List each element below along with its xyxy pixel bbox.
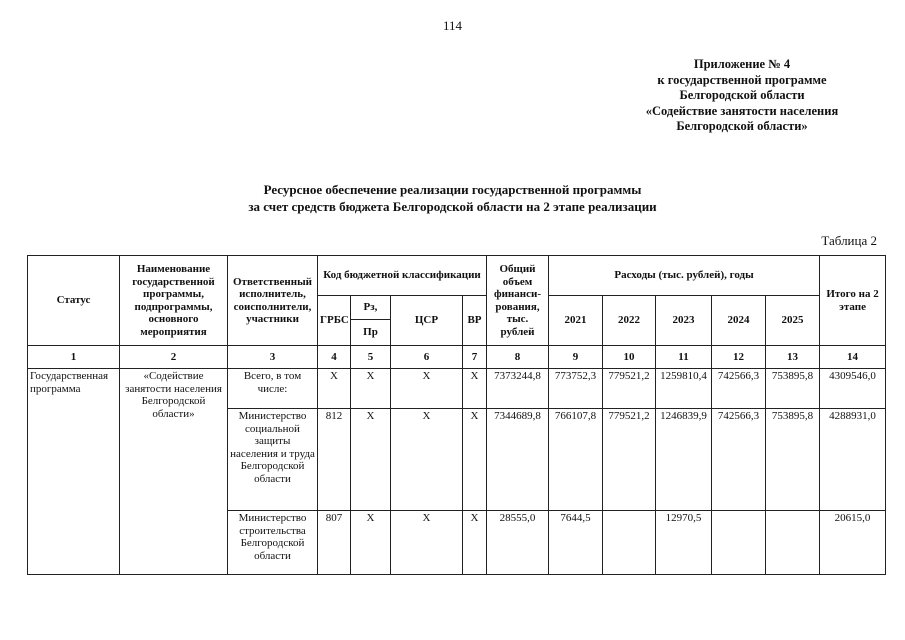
appendix-block bbox=[612, 57, 872, 135]
appendix-line: Белгородской области» bbox=[676, 119, 808, 133]
header-rz: Рз, bbox=[351, 296, 391, 320]
header-year-2025: 2025 bbox=[766, 296, 820, 346]
total-cell: 28555,0 bbox=[487, 511, 549, 575]
year-2023-cell: 1259810,4 bbox=[656, 369, 712, 409]
table-row bbox=[28, 369, 886, 409]
executor-cell: Министерство строительства Белгородской области bbox=[228, 511, 318, 575]
column-number: 6 bbox=[391, 346, 463, 369]
year-2023-cell: 12970,5 bbox=[656, 511, 712, 575]
rzpr-cell: Х bbox=[351, 369, 391, 409]
page-number: 114 bbox=[442, 18, 463, 33]
year-2022-cell: 779521,2 bbox=[603, 409, 656, 511]
column-number: 1 bbox=[28, 346, 120, 369]
table-label: Таблица 2 bbox=[821, 233, 877, 248]
year-2024-cell: 742566,3 bbox=[712, 369, 766, 409]
vr-cell: Х bbox=[463, 369, 487, 409]
year-2023-cell: 1246839,9 bbox=[656, 409, 712, 511]
csr-cell: Х bbox=[391, 409, 463, 511]
column-number: 8 bbox=[487, 346, 549, 369]
header-csr: ЦСР bbox=[391, 296, 463, 346]
column-number: 12 bbox=[712, 346, 766, 369]
column-number: 4 bbox=[318, 346, 351, 369]
appendix-line: Приложение № 4 bbox=[693, 57, 791, 71]
column-number: 10 bbox=[603, 346, 656, 369]
grbs-cell: 812 bbox=[318, 409, 351, 511]
appendix-line: Белгородской области bbox=[679, 88, 805, 102]
header-year-2022: 2022 bbox=[603, 296, 656, 346]
appendix-line: к государственной программе bbox=[657, 72, 827, 87]
column-number: 11 bbox=[656, 346, 712, 369]
vr-cell: Х bbox=[463, 409, 487, 511]
program-name-cell: «Содействие занятости населения Белгородской области» bbox=[120, 369, 228, 575]
header-total-volume: Общий объем финанси-рования, тыс. рублей bbox=[487, 256, 549, 346]
header-vr: ВР bbox=[463, 296, 487, 346]
year-2024-cell: 742566,3 bbox=[712, 409, 766, 511]
header-year-2023: 2023 bbox=[656, 296, 712, 346]
header-stage-total: Итого на 2 этапе bbox=[820, 256, 886, 346]
executor-cell: Всего, в том числе: bbox=[228, 369, 318, 409]
header-name: Наименование государственной программы, подпрограммы, основного мероприятия bbox=[120, 256, 228, 346]
rzpr-cell: Х bbox=[351, 511, 391, 575]
year-2025-cell bbox=[766, 511, 820, 575]
year-2022-cell bbox=[603, 511, 656, 575]
column-number: 9 bbox=[549, 346, 603, 369]
column-number: 14 bbox=[820, 346, 886, 369]
csr-cell: Х bbox=[391, 369, 463, 409]
document-title-line: за счет средств бюджета Белгородской области на 2 этапе реализации bbox=[248, 199, 657, 214]
status-cell: Государственная программа bbox=[28, 369, 120, 575]
year-2025-cell: 753895,8 bbox=[766, 369, 820, 409]
stage-total-cell: 20615,0 bbox=[820, 511, 886, 575]
year-2024-cell bbox=[712, 511, 766, 575]
year-2021-cell: 7644,5 bbox=[549, 511, 603, 575]
header-expenses: Расходы (тыс. рублей), годы bbox=[549, 256, 820, 296]
header-grbs: ГРБС bbox=[318, 296, 351, 346]
rzpr-cell: Х bbox=[351, 409, 391, 511]
header-pr: Пр bbox=[351, 320, 391, 346]
year-2025-cell: 753895,8 bbox=[766, 409, 820, 511]
column-number: 5 bbox=[351, 346, 391, 369]
year-2021-cell: 766107,8 bbox=[549, 409, 603, 511]
header-year-2024: 2024 bbox=[712, 296, 766, 346]
grbs-cell: Х bbox=[318, 369, 351, 409]
appendix-line: «Содействие занятости населения bbox=[645, 103, 839, 118]
total-cell: 7344689,8 bbox=[487, 409, 549, 511]
vr-cell: Х bbox=[463, 511, 487, 575]
document-title-line: Ресурсное обеспечение реализации государственной программы bbox=[263, 182, 642, 197]
grbs-cell: 807 bbox=[318, 511, 351, 575]
year-2021-cell: 773752,3 bbox=[549, 369, 603, 409]
stage-total-cell: 4309546,0 bbox=[820, 369, 886, 409]
column-number: 7 bbox=[463, 346, 487, 369]
stage-total-cell: 4288931,0 bbox=[820, 409, 886, 511]
year-2022-cell: 779521,2 bbox=[603, 369, 656, 409]
header-status: Статус bbox=[28, 256, 120, 346]
column-number: 13 bbox=[766, 346, 820, 369]
budget-table bbox=[27, 255, 886, 575]
csr-cell: Х bbox=[391, 511, 463, 575]
column-number: 3 bbox=[228, 346, 318, 369]
document-title bbox=[200, 181, 705, 215]
total-cell: 7373244,8 bbox=[487, 369, 549, 409]
column-number-row bbox=[28, 346, 886, 369]
executor-cell: Министерство социальной защиты населения и труда Белгородской области bbox=[228, 409, 318, 511]
header-budget-code: Код бюджетной классификации bbox=[318, 256, 487, 296]
column-number: 2 bbox=[120, 346, 228, 369]
header-year-2021: 2021 bbox=[549, 296, 603, 346]
header-executor: Ответственный исполнитель, соисполнители, участники bbox=[228, 256, 318, 346]
